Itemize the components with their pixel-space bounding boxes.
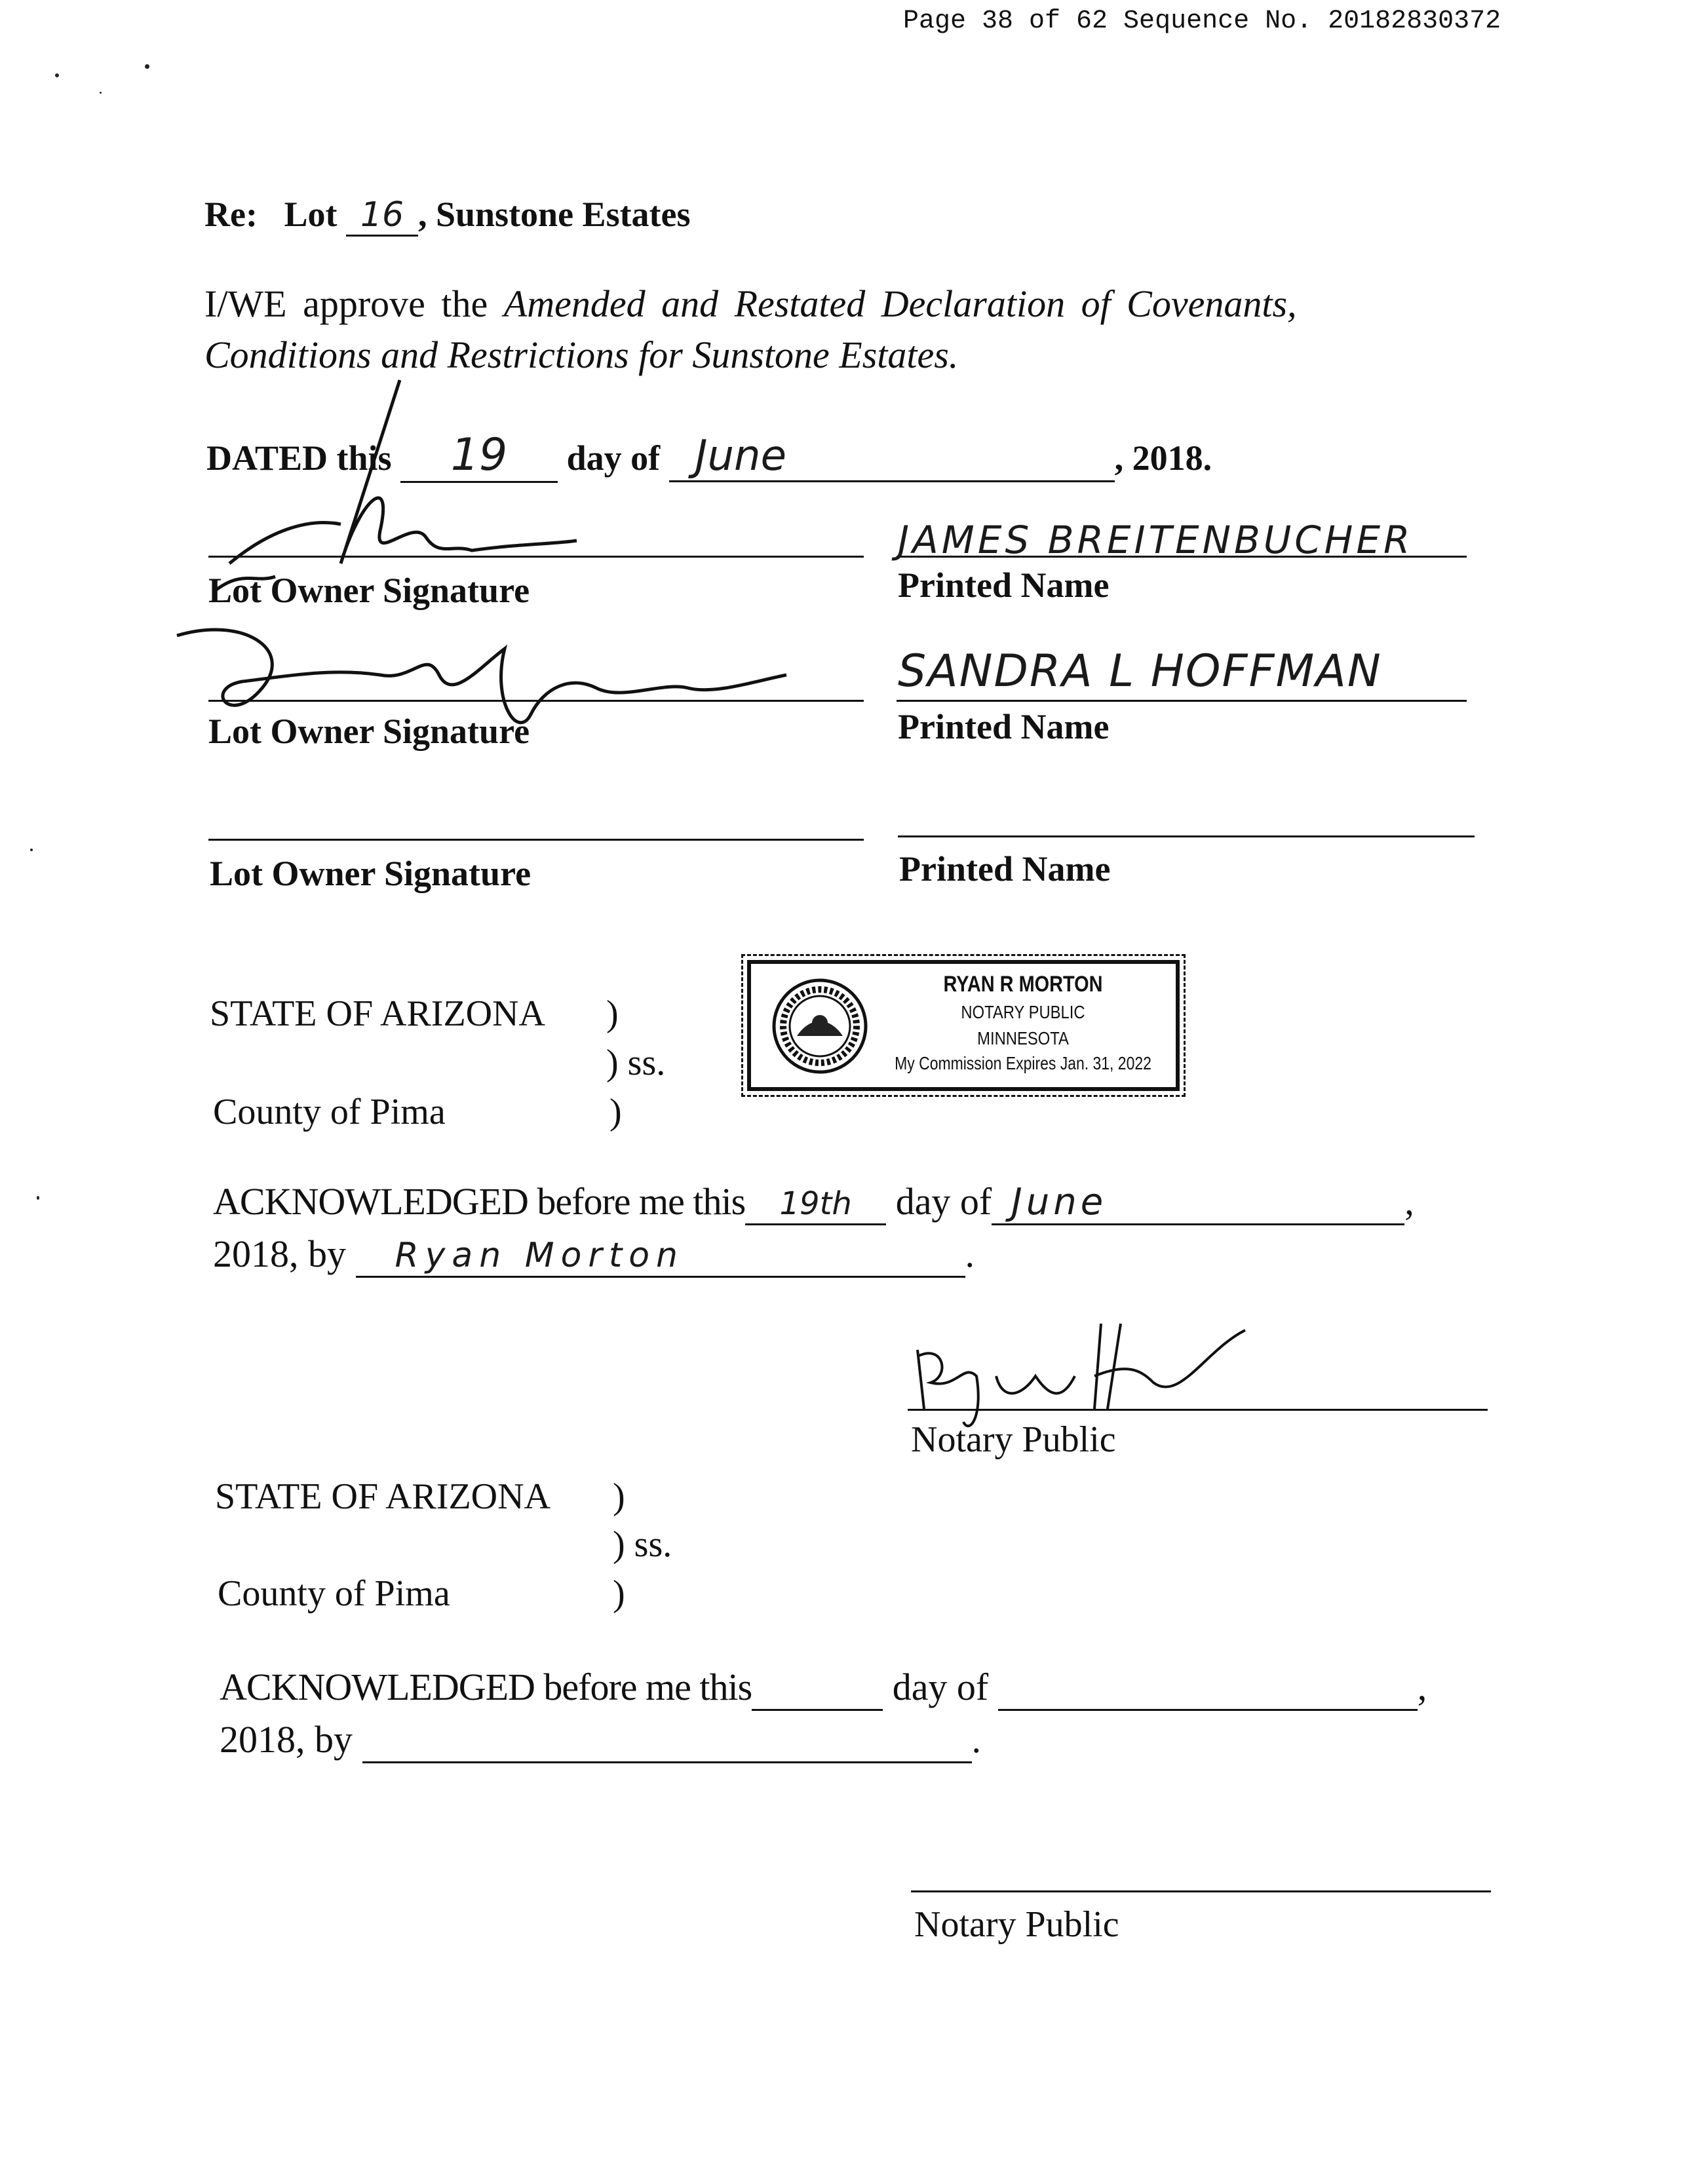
- notary-2-ack-comma: ,: [1417, 1666, 1427, 1708]
- lot-number-blank: [346, 194, 418, 237]
- owner-1-printed-name-label: Printed Name: [898, 565, 1110, 605]
- owner-2-printed-name-line: [897, 700, 1467, 702]
- dated-label: DATED this: [206, 438, 392, 478]
- re-lot-line: [204, 194, 691, 237]
- approval-line-2: Conditions and Restrictions for Sunstone Estates.: [204, 334, 959, 376]
- notary-1-state: STATE OF ARIZONA: [210, 993, 545, 1034]
- notary-1-ack-day-blank: [745, 1179, 886, 1225]
- notary-1-ack-comma: ,: [1404, 1180, 1414, 1223]
- notary-1-by-line: [213, 1232, 975, 1278]
- owner-3-printed-name-label: Printed Name: [899, 849, 1111, 889]
- notary-2-ack-line: [220, 1664, 1427, 1711]
- declaration-title-1: Amended and Restated Declaration of Covenants,: [503, 282, 1297, 325]
- notary-1-ack-month-handwritten: June: [1011, 1181, 1108, 1223]
- notary-1-notary-public-label: Notary Public: [911, 1419, 1116, 1460]
- notary-2-ack-day-blank: [752, 1664, 883, 1711]
- notary-2-by-blank: [362, 1717, 972, 1763]
- stamp-state: MINNESOTA: [977, 1028, 1069, 1048]
- notary-1-paren-2: ): [609, 1092, 622, 1132]
- notary-2-notary-public-label: Notary Public: [914, 1904, 1119, 1945]
- notary-2-ack-lead: ACKNOWLEDGED before me this: [220, 1666, 752, 1708]
- notary-1-by-name-handwritten: Ryan Morton: [395, 1236, 684, 1275]
- page-sequence-header: Page 38 of 62 Sequence No. 20182830372: [903, 7, 1501, 36]
- notary-1-ack-day-of: day of: [895, 1180, 992, 1223]
- notary-stamp: [747, 960, 1180, 1091]
- owner-3-printed-name-line: [898, 835, 1475, 837]
- notary-2-state: STATE OF ARIZONA: [215, 1476, 551, 1517]
- dated-day-of: day of: [566, 438, 661, 478]
- owner-3-signature-label: Lot Owner Signature: [210, 854, 531, 893]
- notary-1-by-blank: [356, 1232, 965, 1278]
- notary-2-ss: ) ss.: [613, 1524, 672, 1565]
- notary-2-ack-month-blank: [998, 1664, 1418, 1711]
- notary-1-county: County of Pima: [213, 1092, 446, 1132]
- notary-1-by-period: .: [965, 1233, 975, 1275]
- notary-1-ack-line: [213, 1179, 1414, 1225]
- notary-1-by-lead: 2018, by: [213, 1233, 346, 1275]
- owner-1-signature-label: Lot Owner Signature: [208, 571, 530, 610]
- stamp-notary-name: RYAN R MORTON: [943, 972, 1103, 997]
- dated-month-blank: [669, 432, 1115, 482]
- scan-speck: [145, 64, 149, 69]
- scan-speck: [30, 849, 33, 851]
- notary-1-ack-month-blank: [992, 1179, 1404, 1225]
- notary-2-county: County of Pima: [218, 1573, 450, 1614]
- notary-2-by-lead: 2018, by: [220, 1718, 353, 1761]
- scan-speck: [100, 92, 102, 94]
- notary-2-signature-line: [911, 1890, 1491, 1892]
- scan-speck: [37, 1196, 39, 1200]
- stamp-notary-title: NOTARY PUBLIC: [961, 1002, 1085, 1022]
- estates-name: , Sunstone Estates: [417, 195, 691, 234]
- dated-year: , 2018.: [1114, 438, 1212, 478]
- notary-2-by-period: .: [971, 1718, 981, 1761]
- notary-1-ack-lead: ACKNOWLEDGED before me this: [213, 1180, 746, 1223]
- owner-2-printed-name-handwritten: SANDRA L HOFFMAN: [898, 645, 1382, 697]
- notary-1-ack-day-handwritten: 19th: [779, 1185, 852, 1222]
- owner-2-signature-label: Lot Owner Signature: [208, 712, 530, 751]
- scan-speck: [55, 73, 59, 77]
- owner-2-printed-name-label: Printed Name: [898, 707, 1110, 746]
- owner-3-signature-line: [208, 839, 864, 841]
- lot-label: Lot: [284, 195, 338, 234]
- notary-2-paren-2: ): [613, 1573, 625, 1614]
- re-label: Re:: [204, 195, 258, 234]
- approval-lead: I/WE approve the: [204, 282, 488, 325]
- dated-month-handwritten: June: [695, 432, 786, 480]
- notary-2-ack-day-of: day of: [892, 1666, 989, 1708]
- approval-line-1: [204, 282, 1297, 326]
- owner-1-signature-scrawl: [177, 367, 583, 603]
- state-seal-icon: [771, 977, 869, 1075]
- stamp-commission-expiry: My Commission Expires Jan. 31, 2022: [895, 1053, 1151, 1073]
- notary-1-paren-1: ): [606, 993, 619, 1034]
- notary-1-ss: ) ss.: [606, 1043, 666, 1083]
- owner-1-printed-name-handwritten: JAMES BREITENBUCHER: [898, 518, 1414, 562]
- lot-number-handwritten: 16: [360, 195, 404, 235]
- dated-day-handwritten: 19: [450, 429, 508, 481]
- notary-2-paren-1: ): [613, 1476, 625, 1517]
- notary-2-by-line: [220, 1717, 981, 1763]
